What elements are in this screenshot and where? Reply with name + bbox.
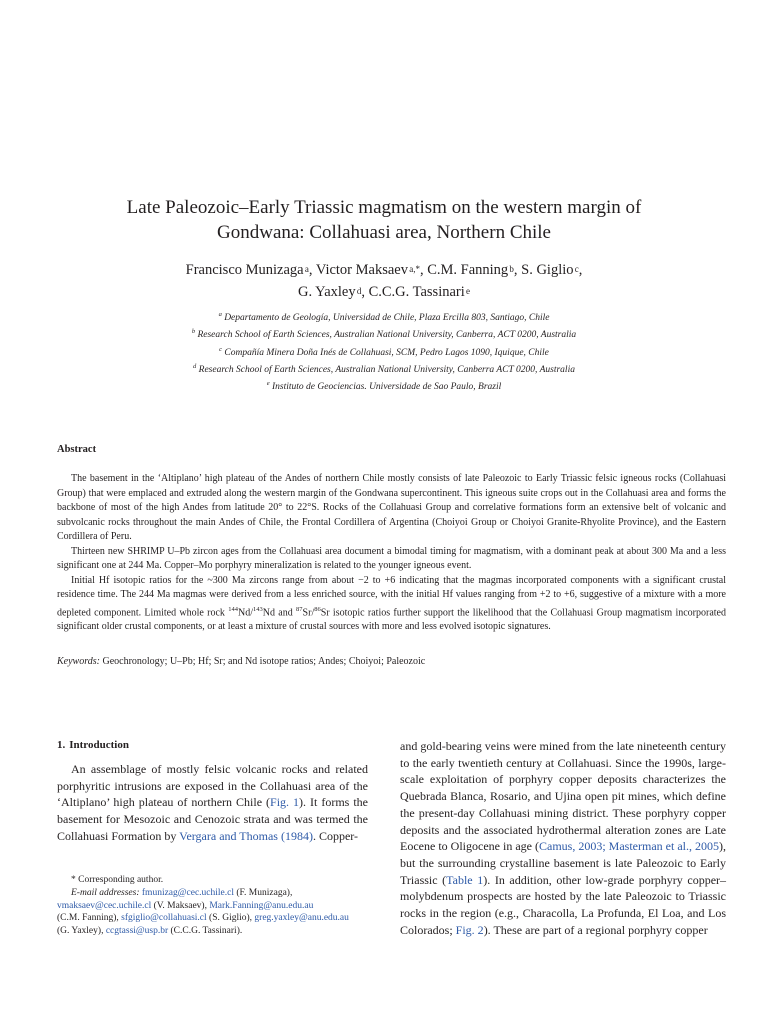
abstract-body [57,472,726,635]
author-line-1 [60,259,708,281]
email-owner: (C.M. Fanning), [57,913,122,924]
figure-link-fig1[interactable]: Fig. 1 [270,795,300,810]
section-title: Introduction [69,739,129,751]
isotope-mass: 143 [253,605,263,613]
right-column [400,738,726,938]
email-owner: (G. Yaxley), [57,926,106,937]
email-owner: (S. Giglio), [206,913,255,924]
isotope-mass: 144 [228,605,238,613]
author-affiliation-mark[interactable]: a,* [409,264,420,274]
abstract-text: Sr isotopic ratios further support the likelihood that the Collahuasi Group magmatism incorporated significant older crustal components, or at least a mixture of crustal sources with more and less evolved isotopic signatures. [57,606,726,633]
author-name: S. Giglio [521,262,574,278]
author-affiliation-mark: b [509,264,514,274]
body-text: ), but the surrounding crystalline basement is late Paleozoic to Early Triassic ( [400,839,726,887]
title-line-2: Gondwana: Collahuasi area, Northern Chile [217,222,551,243]
affiliation-mark: d [193,363,197,371]
author-separator: , [308,262,316,278]
abstract-paragraph [57,574,726,635]
author-name: C.C.G. Tassinari [368,284,465,300]
affiliation-text: Research School of Earth Sciences, Australian National University, Canberra, ACT 0200, Australia [197,330,577,341]
keywords-text: Geochronology; U–Pb; Hf; Sr; and Nd isotope ratios; Andes; Choiyoi; Paleozoic [99,656,426,667]
abstract-text: Nd/ [238,606,253,618]
author-affiliation-mark: e [466,286,470,296]
email-addresses-cont [57,925,368,938]
body-text: An assemblage of mostly felsic volcanic rocks and related porphyritic intrusions are exposed in the Collahuasi area of the ‘Altiplano’ high plateau of northern Chile ( [57,762,368,810]
title-line-1: Late Paleozoic–Early Triassic magmatism on the western margin of [126,197,642,218]
author-name: Victor Maksaev [315,262,408,278]
abstract-text: Nd and [262,606,297,618]
intro-paragraph-continued [400,738,726,938]
body-text: ). These are part of a regional porphyry copper [483,922,708,937]
email-link[interactable]: vmaksaev@cec.uchile.cl [57,900,152,911]
email-link[interactable]: fmunizag@cec.uchile.cl [141,887,234,898]
email-owner: (V. Maksaev), [151,900,210,911]
table-link-table1[interactable]: Table 1 [446,872,484,887]
affiliation [60,377,708,394]
author-separator: , [578,262,583,278]
email-owner: (C.C.G. Tassinari). [168,926,243,937]
figure-link-fig2[interactable]: Fig. 2 [455,922,484,937]
email-addresses [57,887,368,900]
email-link[interactable]: greg.yaxley@anu.edu.au [254,913,349,924]
isotope-mass: 86 [314,605,321,613]
article-title [60,195,708,245]
author-name: C.M. Fanning [427,262,509,278]
affiliation [60,343,708,360]
abstract-paragraph: The basement in the ‘Altiplano’ high plateau of the Andes of northern Chile mostly consists of late Paleozoic to Early Triassic felsic igneous rocks (Collahuasi Group) that were emplaced and extruded along the western margin of the Gondwana supercontinent. This igneous suite crops out in the Collahuasi area and forms the backbone of most of the high Andes from latitude 20° to 22°S. Rocks of the Collahuasi Group and correlative formations form an extensive belt of volcanic and subvolcanic rocks throughout the main Andes of Chile, the Frontal Cordillera of Argentina (Choiyoi Group or Choiyoi Granite-Rhyolite Province), and the Eastern Cordillera of Peru. [57,473,726,542]
keywords-label: Keywords: [57,656,100,667]
body-text: ). In addition, other low-grade porphyry copper–molybdenum prospects are hosted by the late Paleozoic to Triassic rocks in the region (e.g., Characolla, La Profunda, El Loa, and Los Colorados; [400,872,727,937]
section-number: 1. [57,739,66,751]
section-heading-introduction [57,739,368,751]
affiliation-mark: b [191,328,196,336]
left-column [57,739,368,845]
email-link[interactable]: Mark.Fanning@anu.edu.au [209,900,314,911]
abstract-text: Initial Hf isotopic ratios for the ~300 Ma zircons range from about −2 to +6 indicating that the magmas incorporated components with a significant crustal residence time. The 244 Ma magmas were derived from a less enriched source, with the initial Hf values ranging from +2 to +6, suggestive of a mixture with a more depleted component. Limited whole rock [57,574,726,618]
affiliation-text: Departamento de Geología, Universidad de Chile, Plaza Ercilla 803, Santiago, Chile [224,313,550,324]
body-text: ). It forms the basement for Mesozoic and Cenozoic strata and was termed the Collahuasi Formation by [57,795,368,843]
affiliation-mark: e [266,380,270,388]
intro-paragraph [57,761,368,845]
author-separator: , [361,284,369,300]
footnotes [57,874,368,938]
email-link[interactable]: ccgtassi@usp.br [105,926,169,937]
email-addresses-cont [57,912,368,925]
citation-link-camus-masterman[interactable]: Camus, 2003; Masterman et al., 2005 [538,839,719,854]
affiliation [60,325,708,342]
email-label: E-mail addresses: [71,887,140,898]
author-name: Francisco Munizaga [185,262,304,278]
email-owner: (F. Munizaga), [233,887,293,898]
affiliation-mark: a [218,311,222,318]
keywords [57,655,425,669]
author-affiliation-mark: d [356,286,362,296]
author-affiliation-mark: a [304,264,309,274]
isotope-mass: 87 [296,605,303,613]
author-affiliation-mark: c [574,264,579,274]
affiliation-text: Compañía Minera Doña Inés de Collahuasi, SCM, Pedro Lagos 1090, Iquique, Chile [224,347,549,358]
citation-link-vergara-thomas[interactable]: Vergara and Thomas (1984) [179,828,313,843]
affiliation-list [60,308,708,395]
abstract-heading: Abstract [57,444,97,455]
author-line-2 [60,281,708,303]
body-text: and gold-bearing veins were mined from the late nineteenth century to the early twentieth century at Collahuasi. Since the 1990s, large-scale exploitation of porphyry copper deposits characterizes the Quebrada Blanca, Rosario, and Ujina open pit mines, which define the present-day Collahuasi mining district. These porphyry copper deposits and the associated hydrothermal alteration zones are Late Eocene to Oligocene in age ( [400,739,726,854]
email-addresses-cont [57,900,368,913]
author-separator: , [419,262,428,278]
corresponding-author-note: * Corresponding author. [71,875,164,885]
affiliation-mark: c [219,345,223,353]
affiliation-text: Instituto de Geociencias. Universidade de Sao Paulo, Brazil [271,382,502,393]
affiliation [60,360,708,377]
body-text: . Copper- [312,828,359,843]
email-link[interactable]: sfgiglio@collahuasi.cl [121,913,207,924]
author-separator: , [513,262,522,278]
abstract-paragraph: Thirteen new SHRIMP U–Pb zircon ages from the Collahuasi area document a bimodal timing for magmatism, with a dominant peak at about 300 Ma and a less significant one at 244 Ma. Copper–Mo porphyry mineralization is related to the younger igneous event. [57,545,726,571]
affiliation [60,308,708,325]
author-name: G. Yaxley [298,284,356,300]
abstract-text: Sr/ [302,606,315,618]
affiliation-text: Research School of Earth Sciences, Australian National University, Canberra ACT 0200, Australia [198,365,575,376]
author-list [60,259,708,303]
